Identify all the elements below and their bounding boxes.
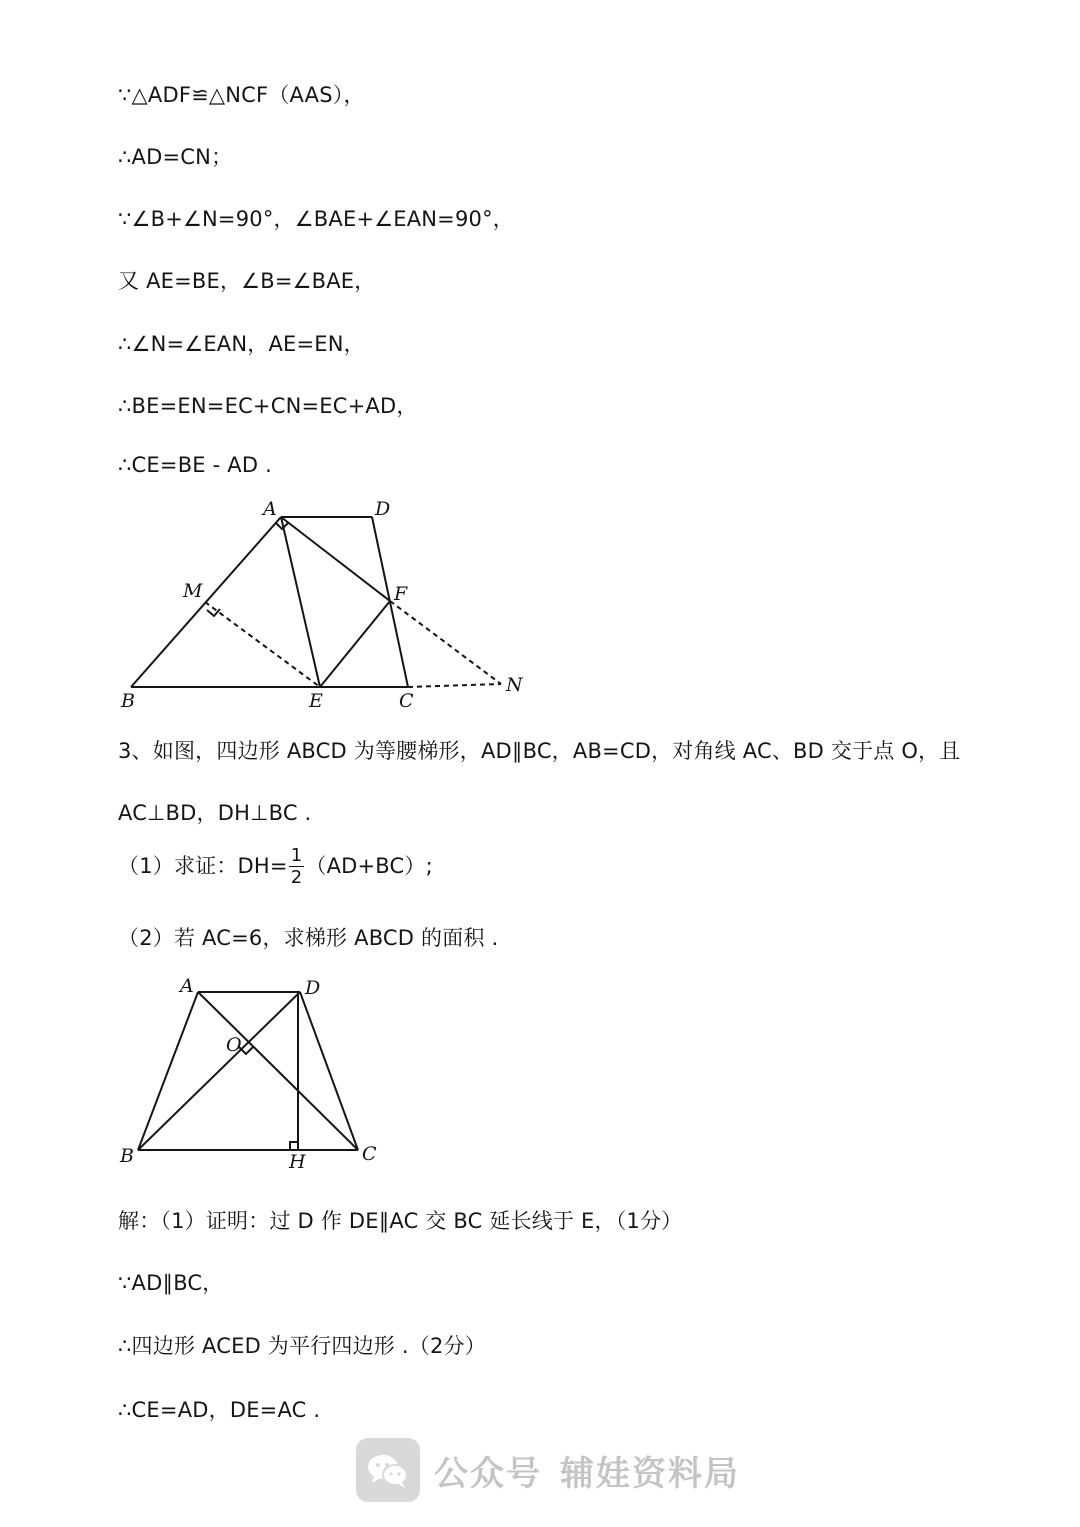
proof-line: ∴BE=EN=EC+CN=EC+AD， (118, 394, 418, 418)
proof-line: ∵∠B+∠N=90°，∠BAE+∠EAN=90°， (118, 207, 514, 231)
problem-3-part-2: （2）若 AC=6，求梯形 ABCD 的面积 . (118, 926, 499, 950)
part-1-prefix: （1）求证：DH= (118, 854, 288, 878)
proof-line: ∵△ADF≌△NCF（AAS）， (118, 83, 365, 107)
label-N: N (506, 674, 523, 696)
problem-3-part-1 (118, 847, 433, 887)
fraction-one-half (289, 847, 305, 887)
label-C: C (399, 690, 414, 712)
figure-2-diagram (0, 960, 1080, 1180)
proof-line: ∴∠N=∠EAN，AE=EN， (118, 332, 365, 356)
label-H: H (289, 1151, 306, 1173)
label-E: E (309, 690, 323, 712)
label-B: B (120, 1145, 134, 1167)
label-B: B (121, 690, 135, 712)
watermark-text (434, 1446, 740, 1495)
watermark-name: 辅娃资料局 (560, 1453, 740, 1494)
fraction-denominator: 2 (290, 867, 303, 888)
proof-line: ∴AD=CN； (118, 145, 233, 169)
wechat-icon (356, 1438, 420, 1502)
label-A: A (263, 498, 277, 520)
label-C: C (362, 1143, 377, 1165)
solution-line: ∴四边形 ACED 为平行四边形 .（2分） (118, 1334, 486, 1358)
proof-line: ∴CE=BE - AD . (118, 453, 272, 477)
label-M: M (183, 580, 203, 602)
problem-3-line-2: AC⊥BD，DH⊥BC . (118, 801, 312, 825)
solution-line: ∵AD∥BC， (118, 1271, 224, 1295)
label-D: D (375, 498, 391, 520)
label-O: O (226, 1034, 242, 1056)
solution-line: 解：（1）证明：过 D 作 DE∥AC 交 BC 延长线于 E，（1分） (118, 1209, 683, 1233)
fraction-numerator: 1 (290, 845, 303, 866)
label-F: F (394, 583, 408, 605)
proof-line: 又 AE=BE，∠B=∠BAE， (118, 269, 376, 293)
problem-3-line-1: 3、如图，四边形 ABCD 为等腰梯形，AD∥BC，AB=CD，对角线 AC、BD 交于点 O，且 (118, 739, 961, 763)
solution-line: ∴CE=AD，DE=AC . (118, 1398, 321, 1422)
label-A: A (180, 975, 194, 997)
figure-1-diagram (0, 0, 1080, 720)
part-1-suffix: （AD+BC）; (305, 854, 433, 878)
watermark-prefix: 公众号 (434, 1453, 542, 1494)
watermark-footer (356, 1437, 740, 1503)
label-D: D (305, 977, 321, 999)
